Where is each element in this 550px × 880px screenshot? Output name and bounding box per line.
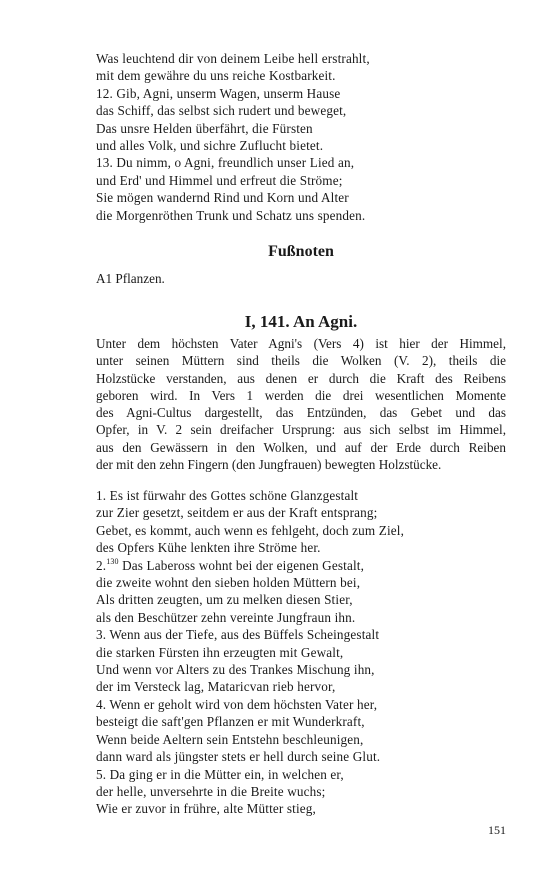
verse-line: mit dem gewähre du uns reiche Kostbarkeit. xyxy=(96,68,336,84)
verse-line: und alles Volk, und sichre Zuflucht bietet. xyxy=(96,138,324,154)
verse-line: die zweite wohnt den sieben holden Müttern bei, xyxy=(96,575,361,591)
footnotes-heading: Fußnoten xyxy=(268,243,334,260)
page-number: 151 xyxy=(488,823,506,837)
verse-line: Wenn beide Aeltern sein Entstehn beschleunigen, xyxy=(96,731,364,747)
verse-line: der im Versteck lag, Mataricvan rieb hervor, xyxy=(96,679,336,695)
hymn-title: I, 141. An Agni. xyxy=(244,312,358,331)
verse-line: des Opfers Kühe lenkten ihre Ströme her. xyxy=(96,540,321,556)
verse-line: dann ward als jüngster stets er hell durch seine Glut. xyxy=(96,749,381,765)
verse-line: das Schiff, das selbst sich rudert und beweget, xyxy=(96,103,347,119)
verse-line: besteigt die saft'gen Pflanzen er mit Wunderkraft, xyxy=(96,714,365,730)
verse-line: Wie er zuvor in frühre, alte Mütter stieg, xyxy=(96,801,316,817)
verse-line: der helle, unversehrte in die Breite wuchs; xyxy=(96,783,326,799)
intro-line: des Agni-Cultus dargestellt, das Entzünden, das Gebet und das xyxy=(96,405,506,421)
verse-line: 1. Es ist fürwahr des Gottes schöne Glanzgestalt xyxy=(96,488,359,503)
verse-number: 2. xyxy=(96,557,107,573)
intro-line: geboren wird. In Vers 1 werden die drei wesentlichen Momente xyxy=(96,387,506,403)
footnote-marker[interactable]: 130 xyxy=(106,556,119,566)
verse-line: 12. Gib, Agni, unserm Wagen, unserm Hause xyxy=(96,85,341,101)
hymn-introduction xyxy=(96,335,506,473)
verse-line: die Morgenröthen Trunk und Schatz uns spenden. xyxy=(96,207,366,223)
intro-line: aus den Gewässern in den Wolken, und auf der Erde durch Reiben xyxy=(96,439,506,455)
intro-line: Holzstücke verstanden, aus denen er durch die Kraft des Reibens xyxy=(96,370,506,386)
verse-line: Was leuchtend dir von deinem Leibe hell erstrahlt, xyxy=(96,51,370,66)
intro-line: Unter dem höchsten Vater Agni's (Vers 4) ist hier der Himmel, xyxy=(96,336,506,351)
verse-line: Das unsre Helden überfährt, die Fürsten xyxy=(96,120,313,136)
verse-line: als den Beschützer zehn vereinte Jungfraun ihn. xyxy=(96,609,356,625)
verse-block-hymn xyxy=(96,487,516,818)
verse-line: Als dritten zeugten, um zu melken diesen Stier, xyxy=(96,592,353,608)
intro-line: unter seinen Müttern sind theils die Wolken (V. 2), theils die xyxy=(96,353,506,369)
verse-text: Das Labeross wohnt bei der eigenen Gestalt, xyxy=(118,557,365,573)
verse-line: Sie mögen wandernd Rind und Korn und Alter xyxy=(96,190,349,206)
footnote-a1: A1 Pflanzen. xyxy=(96,271,165,286)
verse-line: Gebet, es kommt, auch wenn es fehlgeht, doch zum Ziel, xyxy=(96,522,405,538)
intro-line: der mit den zehn Fingern (den Jungfrauen) bewegten Holzstücke. xyxy=(96,457,442,473)
verse-line: 4. Wenn er geholt wird von dem höchsten Vater her, xyxy=(96,696,378,712)
verse-line: 5. Da ging er in die Mütter ein, in welchen er, xyxy=(96,766,344,782)
verse-line: 13. Du nimm, o Agni, freundlich unser Lied an, xyxy=(96,155,355,171)
verse-line: zur Zier gesetzt, seitdem er aus der Kraft entsprang; xyxy=(96,505,378,521)
verse-line: Und wenn vor Alters zu des Trankes Mischung ihn, xyxy=(96,662,375,678)
verse-block-top xyxy=(96,50,516,224)
intro-line: Opfer, in V. 2 sein dreifacher Ursprung: aus sich selbst im Himmel, xyxy=(96,422,506,438)
verse-line: 3. Wenn aus der Tiefe, aus des Büffels Scheingestalt xyxy=(96,627,380,643)
verse-line: die starken Fürsten ihn erzeugten mit Gewalt, xyxy=(96,644,344,660)
verse-line xyxy=(96,557,516,574)
verse-line: und Erd' und Himmel und erfreut die Ströme; xyxy=(96,172,343,188)
